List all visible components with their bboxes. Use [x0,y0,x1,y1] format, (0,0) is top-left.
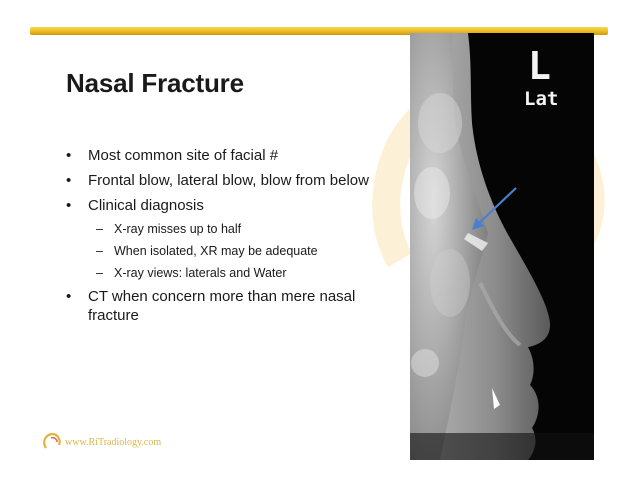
sub-bullet-text: When isolated, XR may be adequate [114,244,318,258]
bullet-symbol: • [66,197,72,214]
xray-side-marker: L [528,44,551,88]
bullet-text: Most common site of facial # [88,147,279,164]
sub-bullet-item [96,265,396,281]
bullet-symbol: • [66,288,72,305]
footer-logo [42,432,161,452]
bullet-item [66,171,396,190]
bullet-item [66,196,396,215]
bullet-item [66,146,396,165]
lateral-skull-xray-image [410,33,594,460]
xray-view-label: Lat [524,88,559,110]
sub-bullet-item [96,243,396,259]
slide-title: Nasal Fracture [66,68,244,98]
bullet-list [66,146,396,331]
logo-icon [42,432,62,452]
sub-bullet-text: X-ray views: laterals and Water [114,266,287,280]
bullet-text: CT when concern more than mere nasal fracture [88,288,356,324]
bullet-symbol: • [66,172,72,189]
logo-text: www.RiTradiology.com [65,436,162,448]
dash-symbol: – [96,266,103,280]
sub-bullet-item [96,221,396,237]
bullet-text: Clinical diagnosis [88,197,204,214]
sub-bullet-text: X-ray misses up to half [114,222,242,236]
fracture-arrow-icon [466,186,520,234]
bullet-text: Frontal blow, lateral blow, blow from below [88,172,369,189]
dash-symbol: – [96,244,103,258]
xray-icon [410,33,594,460]
bullet-symbol: • [66,147,72,164]
dash-symbol: – [96,222,103,236]
bullet-item [66,287,396,325]
